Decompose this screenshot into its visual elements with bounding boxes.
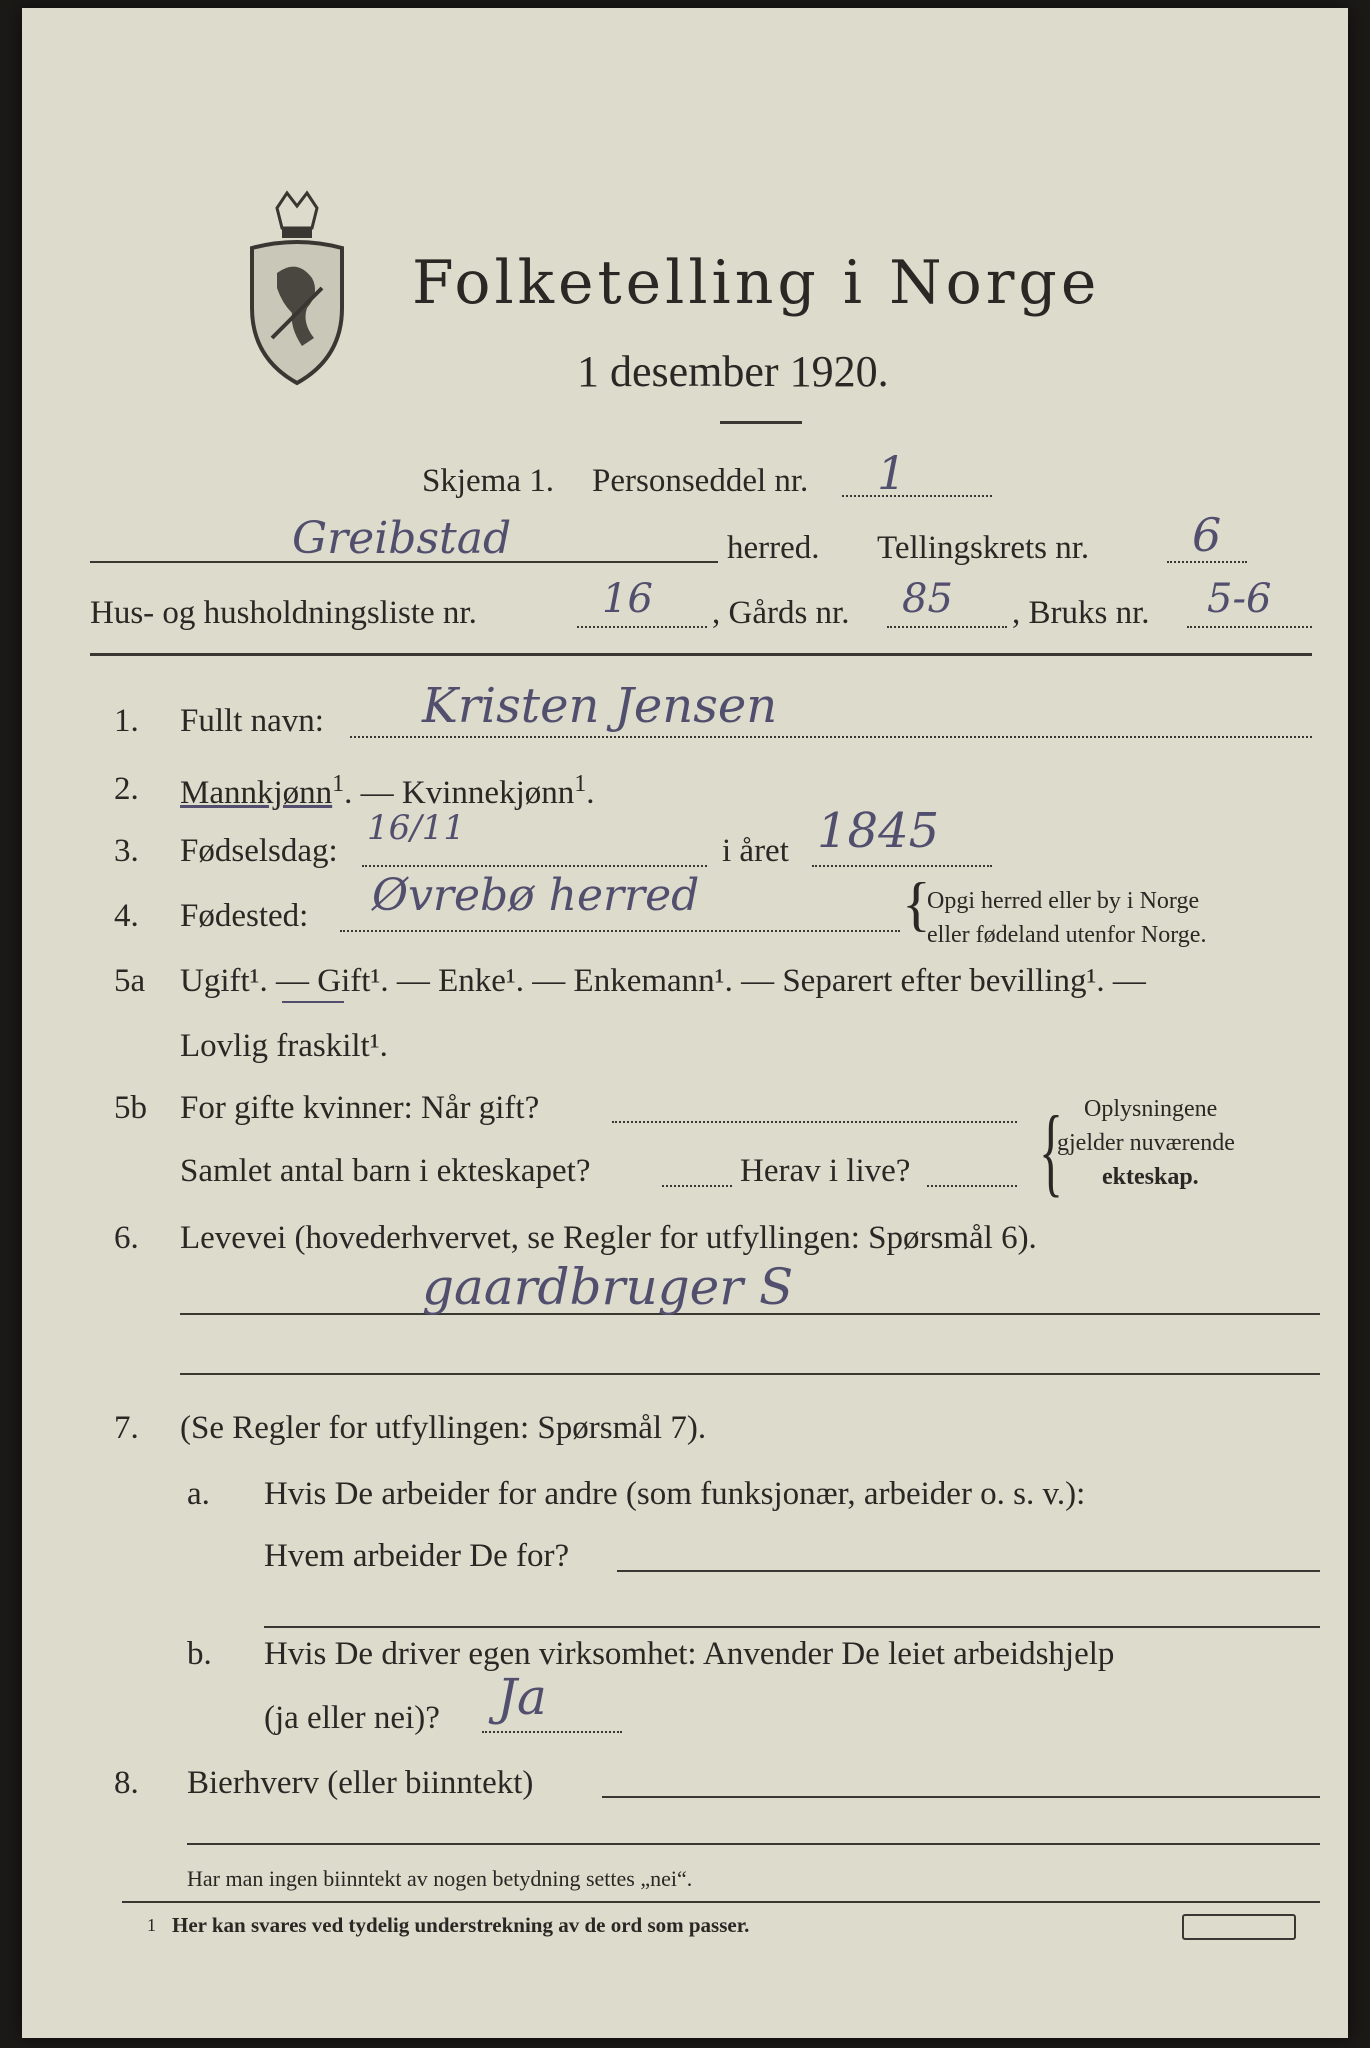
footnote-mark: 1 (147, 1915, 156, 1935)
side-income-line-1[interactable] (602, 1796, 1320, 1798)
census-date: 1 desember 1920. (577, 347, 889, 396)
hus-label: Hus- og husholdningsliste nr. (90, 595, 477, 631)
footer-rule (122, 1901, 1320, 1903)
birthplace-value[interactable]: Øvrebø herred (372, 870, 700, 921)
section-divider (90, 653, 1312, 656)
q6-number: 6. (114, 1220, 139, 1256)
bruks-label: , Bruks nr. (1012, 595, 1150, 631)
personseddel-value[interactable]: 1 (877, 446, 907, 500)
q5a-options[interactable]: Ugift¹. — Gift¹. — Enke¹. — Enkemann¹. — Separert efter bevilling¹. — (180, 963, 1146, 999)
q1-number: 1. (114, 703, 139, 739)
gards-value[interactable]: 85 (902, 576, 953, 622)
form-title: Folketelling i Norge (412, 248, 1101, 318)
q4-label: Fødested: (180, 898, 309, 934)
q5b-brace: { (1039, 1095, 1063, 1206)
hired-help-value[interactable]: Ja (497, 1668, 547, 1726)
q5b-alive: Herav i live? (740, 1153, 911, 1189)
q5b-number: 5b (114, 1090, 147, 1126)
q4-number: 4. (114, 898, 139, 934)
hired-help-line[interactable] (482, 1731, 622, 1733)
q2-number: 2. (114, 771, 139, 807)
q4-brace: { (902, 871, 931, 937)
q7a-letter: a. (187, 1476, 210, 1512)
coat-of-arms-logo (242, 188, 352, 388)
q2-gender: Mannkjønn$^1$. — Kvinnekjønn$^1$. (180, 771, 595, 811)
personseddel-label: Personseddel nr. (592, 463, 809, 499)
tellingskrets-value[interactable]: 6 (1192, 508, 1222, 562)
q8-label: Bierhverv (eller biinntekt) (187, 1765, 534, 1801)
skjema-label: Skjema 1. (422, 463, 554, 499)
printer-stamp (1182, 1914, 1296, 1940)
bruks-value[interactable]: 5-6 (1207, 576, 1272, 622)
q7-label: (Se Regler for utfyllingen: Spørsmål 7). (180, 1410, 707, 1446)
children-line[interactable] (662, 1185, 732, 1187)
q5b-married-when: For gifte kvinner: Når gift? (180, 1090, 540, 1126)
q3-line (362, 865, 707, 867)
full-name-value[interactable]: Kristen Jensen (422, 678, 778, 734)
personseddel-line (842, 495, 992, 497)
q8-number: 8. (114, 1765, 139, 1801)
herred-value[interactable]: Greibstad (292, 513, 512, 564)
hus-line (577, 626, 707, 628)
male-option[interactable]: Mannkjønn (180, 775, 333, 811)
birth-year-value[interactable]: 1845 (817, 803, 940, 859)
q5a-number: 5a (114, 963, 146, 999)
q4-line (340, 930, 900, 932)
tellingskrets-label: Tellingskrets nr. (877, 530, 1090, 566)
herred-label: herred. (727, 530, 820, 566)
q7a-line-2: Hvem arbeider De for? (264, 1538, 570, 1574)
year-line (812, 865, 992, 867)
gards-line (887, 626, 1007, 628)
occupation-value[interactable]: gaardbruger S (422, 1258, 794, 1316)
married-underline (282, 1001, 344, 1003)
q3-label: Fødselsdag: (180, 833, 338, 869)
q7b-line-1: Hvis De driver egen virksomhet: Anvender De leiet arbeidshjelp (264, 1636, 1115, 1672)
occupation-line-2 (180, 1373, 1320, 1375)
footnote: Her kan svares ved tydelig understrekning av de ord som passer. (172, 1913, 750, 1937)
q7b-letter: b. (187, 1636, 212, 1672)
q5a-divorced[interactable]: Lovlig fraskilt¹. (180, 1028, 388, 1064)
q1-line (350, 736, 1312, 738)
employer-line-1[interactable] (617, 1570, 1320, 1572)
q4-note-2: eller fødeland utenfor Norge. (927, 922, 1207, 948)
birthday-value[interactable]: 16/11 (367, 808, 465, 848)
q4-note-1: Opgi herred eller by i Norge (927, 888, 1200, 914)
q5b-note-3: ekteskap. (1102, 1164, 1199, 1190)
q7b-line-2: (ja eller nei)? (264, 1700, 440, 1736)
employer-line-2[interactable] (264, 1626, 1320, 1628)
bruks-line (1187, 626, 1312, 628)
side-income-line-2[interactable] (187, 1843, 1320, 1845)
alive-line[interactable] (927, 1185, 1017, 1187)
female-option[interactable]: Kvinnekjønn (401, 775, 575, 811)
year-label: i året (722, 833, 789, 869)
q5b-note-2: gjelder nuværende (1057, 1130, 1235, 1156)
married-when-line[interactable] (612, 1121, 1017, 1123)
title-divider (720, 421, 802, 424)
q5b-note-1: Oplysningene (1084, 1096, 1218, 1122)
hus-value[interactable]: 16 (602, 576, 653, 622)
q7a-line-1: Hvis De arbeider for andre (som funksjonær, arbeider o. s. v.): (264, 1476, 1086, 1512)
q3-number: 3. (114, 833, 139, 869)
q5b-children: Samlet antal barn i ekteskapet? (180, 1153, 591, 1189)
q1-label: Fullt navn: (180, 703, 324, 739)
q6-label: Levevei (hovederhvervet, se Regler for utfyllingen: Spørsmål 6). (180, 1220, 1037, 1256)
q7-number: 7. (114, 1410, 139, 1446)
census-form (22, 8, 1348, 2038)
side-income-note: Har man ingen biinntekt av nogen betydning settes „nei“. (187, 1866, 693, 1891)
gards-label: , Gårds nr. (712, 595, 850, 631)
